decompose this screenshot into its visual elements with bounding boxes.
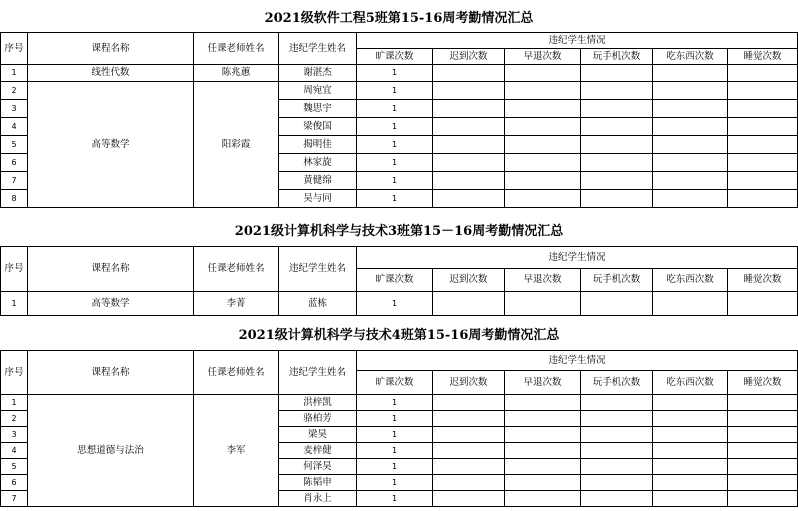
absent-count: 1 [357,190,433,208]
sleeping-count [728,190,798,208]
attendance-table [0,350,798,507]
eating-count [653,395,728,411]
eating-count [653,154,728,172]
row-no: 6 [1,154,28,172]
absent-count: 1 [357,475,433,491]
student-name: 林家旋 [279,154,357,172]
eating-count [653,459,728,475]
sleeping-count [728,292,798,316]
student-name: 何泽昊 [279,459,357,475]
phone-count [581,82,653,100]
leave-early-count [505,190,581,208]
student-name: 骆柏芳 [279,411,357,427]
row-no: 1 [1,395,28,411]
late-count [433,443,505,459]
header-course: 课程名称 [28,351,194,395]
table-row [1,395,798,411]
header-teacher: 任课老师姓名 [194,351,279,395]
header-late: 迟到次数 [433,371,505,395]
header-absent: 旷课次数 [357,371,433,395]
eating-count [653,491,728,507]
header-sleeping: 睡觉次数 [728,49,798,65]
row-no: 2 [1,82,28,100]
header-no: 序号 [1,33,28,65]
student-name: 吴与同 [279,190,357,208]
absent-count: 1 [357,118,433,136]
header-violation-group: 违纪学生情况 [357,33,798,49]
header-violation-group: 违纪学生情况 [357,247,798,269]
phone-count [581,459,653,475]
absent-count: 1 [357,459,433,475]
header-eating: 吃东西次数 [653,371,728,395]
absent-count: 1 [357,82,433,100]
row-no: 5 [1,459,28,475]
eating-count [653,475,728,491]
eating-count [653,443,728,459]
absent-count: 1 [357,154,433,172]
header-leave-early: 早退次数 [505,371,581,395]
late-count [433,459,505,475]
phone-count [581,172,653,190]
header-absent: 旷课次数 [357,49,433,65]
sleeping-count [728,154,798,172]
header-violation-group: 违纪学生情况 [357,351,798,371]
header-no: 序号 [1,351,28,395]
header-course: 课程名称 [28,33,194,65]
sleeping-count [728,427,798,443]
table-row [1,82,798,100]
student-name: 魏思宇 [279,100,357,118]
phone-count [581,411,653,427]
row-no: 2 [1,411,28,427]
phone-count [581,292,653,316]
leave-early-count [505,395,581,411]
header-sleeping: 睡觉次数 [728,269,798,292]
sleeping-count [728,136,798,154]
teacher-name: 陈兆蕙 [194,65,279,82]
teacher-name: 阳彩霞 [194,82,279,208]
leave-early-count [505,82,581,100]
late-count [433,475,505,491]
header-late: 迟到次数 [433,49,505,65]
row-no: 5 [1,136,28,154]
student-name: 揭明佳 [279,136,357,154]
phone-count [581,443,653,459]
student-name: 谢湛杰 [279,65,357,82]
phone-count [581,427,653,443]
course-name: 思想道德与法治 [28,395,194,507]
phone-count [581,154,653,172]
late-count [433,82,505,100]
student-name: 黄健绵 [279,172,357,190]
absent-count: 1 [357,443,433,459]
absent-count: 1 [357,136,433,154]
leave-early-count [505,491,581,507]
header-phone: 玩手机次数 [581,371,653,395]
leave-early-count [505,154,581,172]
leave-early-count [505,427,581,443]
leave-early-count [505,65,581,82]
phone-count [581,65,653,82]
sleeping-count [728,118,798,136]
header-absent: 旷课次数 [357,269,433,292]
header-row [1,33,798,49]
course-name: 线性代数 [28,65,194,82]
sleeping-count [728,65,798,82]
phone-count [581,475,653,491]
header-row [1,247,798,269]
header-phone: 玩手机次数 [581,49,653,65]
teacher-name: 李菁 [194,292,279,316]
leave-early-count [505,118,581,136]
phone-count [581,118,653,136]
section-title: 2021级计算机科学与技术3班第15－16周考勤情况汇总 [234,224,564,239]
leave-early-count [505,172,581,190]
row-no: 1 [1,65,28,82]
row-no: 4 [1,118,28,136]
leave-early-count [505,100,581,118]
sleeping-count [728,459,798,475]
row-no: 1 [1,292,28,316]
sleeping-count [728,475,798,491]
leave-early-count [505,459,581,475]
leave-early-count [505,292,581,316]
leave-early-count [505,136,581,154]
student-name: 梁昊 [279,427,357,443]
table-row [1,292,798,316]
header-late: 迟到次数 [433,269,505,292]
eating-count [653,136,728,154]
student-name: 梁俊国 [279,118,357,136]
row-no: 3 [1,100,28,118]
course-name: 高等数学 [28,82,194,208]
student-name: 洪梓凯 [279,395,357,411]
eating-count [653,292,728,316]
late-count [433,154,505,172]
late-count [433,65,505,82]
leave-early-count [505,475,581,491]
late-count [433,100,505,118]
student-name: 麦梓健 [279,443,357,459]
section-title: 2021级软件工程5班第15-16周考勤情况汇总 [264,11,534,26]
eating-count [653,65,728,82]
leave-early-count [505,411,581,427]
absent-count: 1 [357,65,433,82]
attendance-table [0,246,798,316]
header-no: 序号 [1,247,28,292]
section-title: 2021级计算机科学与技术4班第15-16周考勤情况汇总 [238,328,560,343]
sleeping-count [728,491,798,507]
sleeping-count [728,172,798,190]
header-eating: 吃东西次数 [653,269,728,292]
course-name: 高等数学 [28,292,194,316]
header-student: 违纪学生姓名 [279,247,357,292]
student-name: 肖永上 [279,491,357,507]
header-teacher: 任课老师姓名 [194,33,279,65]
table-row [1,65,798,82]
phone-count [581,395,653,411]
phone-count [581,190,653,208]
header-student: 违纪学生姓名 [279,351,357,395]
eating-count [653,411,728,427]
student-name: 陈韬申 [279,475,357,491]
sleeping-count [728,82,798,100]
leave-early-count [505,443,581,459]
late-count [433,136,505,154]
row-no: 8 [1,190,28,208]
eating-count [653,100,728,118]
absent-count: 1 [357,395,433,411]
row-no: 7 [1,491,28,507]
phone-count [581,136,653,154]
header-phone: 玩手机次数 [581,269,653,292]
header-row [1,351,798,371]
header-leave-early: 早退次数 [505,269,581,292]
row-no: 6 [1,475,28,491]
absent-count: 1 [357,427,433,443]
late-count [433,395,505,411]
late-count [433,411,505,427]
header-course: 课程名称 [28,247,194,292]
late-count [433,491,505,507]
late-count [433,118,505,136]
sleeping-count [728,100,798,118]
late-count [433,427,505,443]
header-leave-early: 早退次数 [505,49,581,65]
absent-count: 1 [357,491,433,507]
sleeping-count [728,443,798,459]
header-student: 违纪学生姓名 [279,33,357,65]
late-count [433,292,505,316]
row-no: 3 [1,427,28,443]
header-sleeping: 睡觉次数 [728,371,798,395]
eating-count [653,118,728,136]
attendance-table [0,32,798,208]
eating-count [653,190,728,208]
absent-count: 1 [357,411,433,427]
phone-count [581,100,653,118]
phone-count [581,491,653,507]
sleeping-count [728,395,798,411]
student-name: 蓝栋 [279,292,357,316]
late-count [433,190,505,208]
absent-count: 1 [357,100,433,118]
sleeping-count [728,411,798,427]
eating-count [653,82,728,100]
row-no: 4 [1,443,28,459]
header-eating: 吃东西次数 [653,49,728,65]
eating-count [653,427,728,443]
teacher-name: 李军 [194,395,279,507]
header-teacher: 任课老师姓名 [194,247,279,292]
eating-count [653,172,728,190]
row-no: 7 [1,172,28,190]
student-name: 周宛宜 [279,82,357,100]
absent-count: 1 [357,292,433,316]
late-count [433,172,505,190]
absent-count: 1 [357,172,433,190]
